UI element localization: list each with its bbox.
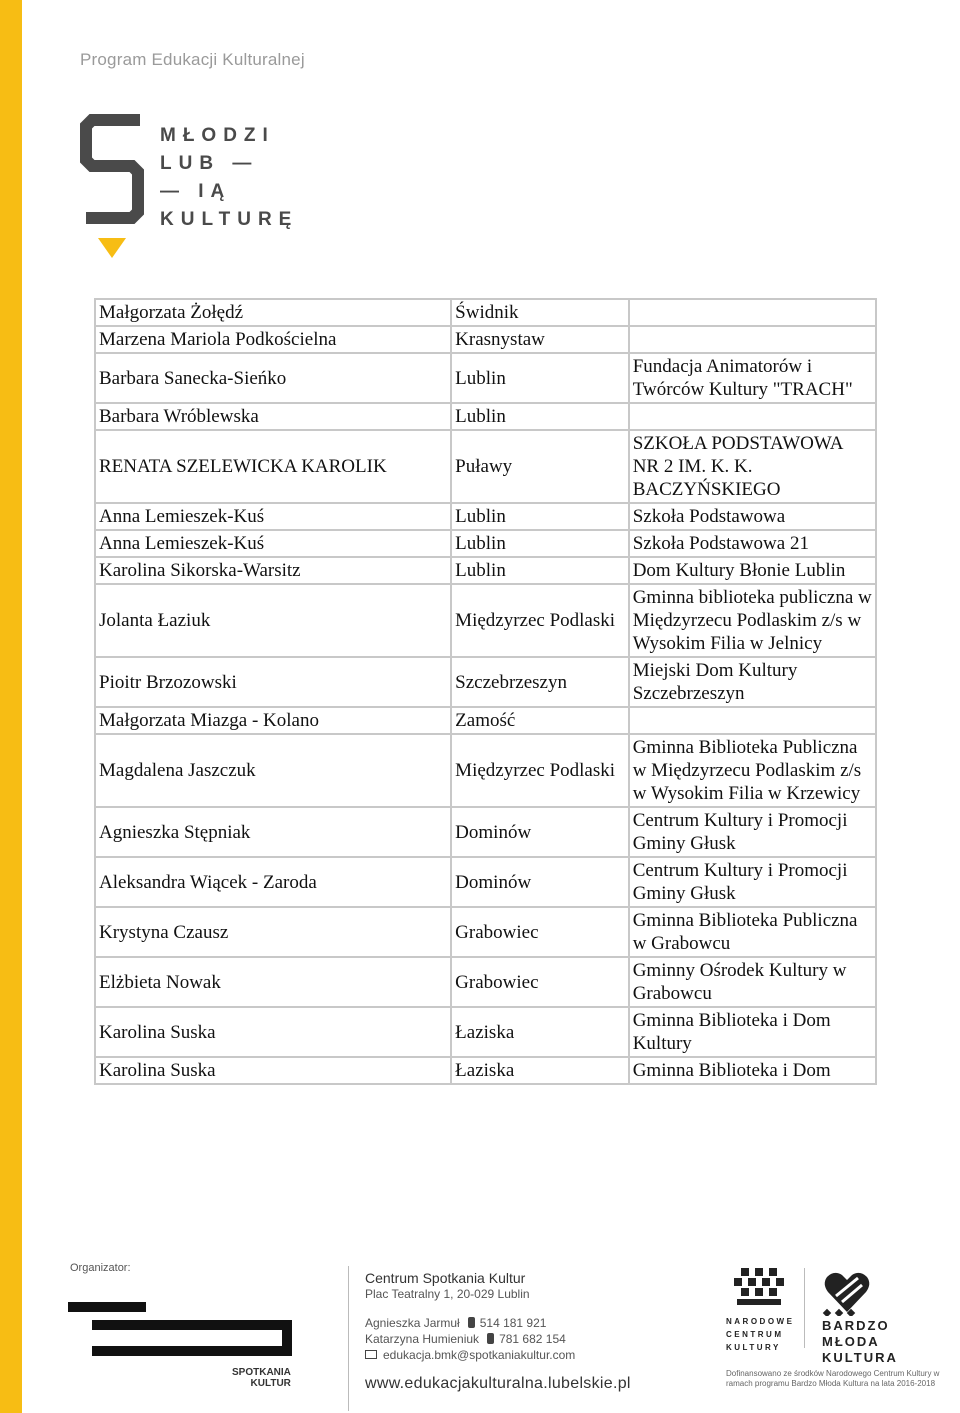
- contacts: [365, 1315, 631, 1363]
- city-cell: Lublin: [451, 353, 629, 403]
- mlodzi-logo-icon: [80, 112, 144, 262]
- table-row: [95, 1057, 876, 1084]
- bmk-logo-line: BARDZO: [822, 1318, 890, 1333]
- city-cell: Grabowiec: [451, 907, 629, 957]
- city-cell: Dominów: [451, 807, 629, 857]
- bmk-heart-icon: [822, 1268, 872, 1316]
- table-row: [95, 530, 876, 557]
- contact-name: Katarzyna Humieniuk: [365, 1332, 480, 1346]
- sk-logo-line: KULTUR: [250, 1378, 291, 1389]
- city-cell: Puławy: [451, 430, 629, 503]
- nck-crown-icon: [727, 1268, 791, 1312]
- table-row: [95, 353, 876, 403]
- participant-name-cell: Małgorzata Miazga - Kolano: [95, 707, 451, 734]
- table-row: [95, 857, 876, 907]
- city-cell: Świdnik: [451, 299, 629, 326]
- city-cell: Zamość: [451, 707, 629, 734]
- institution-cell: Gminna biblioteka publiczna w Międzyrzecu Podlaskim z/s w Wysokim Filia w Jelnicy: [629, 584, 876, 657]
- participant-name-cell: Barbara Wróblewska: [95, 403, 451, 430]
- participant-name-cell: Pioitr Brzozowski: [95, 657, 451, 707]
- table-row: [95, 1007, 876, 1057]
- institution-cell: Centrum Kultury i Promocji Gminy Głusk: [629, 857, 876, 907]
- table-row: [95, 807, 876, 857]
- city-cell: Międzyrzec Podlaski: [451, 584, 629, 657]
- institution-cell: Gminna Biblioteka Publiczna w Grabowcu: [629, 907, 876, 957]
- mlodzi-logo-text: [160, 122, 298, 234]
- institution-cell: Gminna Biblioteka i Dom Kultury: [629, 1007, 876, 1057]
- participant-name-cell: Marzena Mariola Podkościelna: [95, 326, 451, 353]
- contact-phone: 514 181 921: [479, 1316, 547, 1330]
- city-cell: Lublin: [451, 503, 629, 530]
- contact-name: Agnieszka Jarmuł: [365, 1316, 460, 1330]
- org-address: Plac Teatralny 1, 20-029 Lublin: [365, 1287, 530, 1301]
- table-row: [95, 734, 876, 807]
- institution-cell: [629, 326, 876, 353]
- logo-line: MŁODZI: [160, 125, 275, 146]
- table-row: [95, 907, 876, 957]
- table-row: [95, 430, 876, 503]
- participant-name-cell: RENATA SZELEWICKA KAROLIK: [95, 430, 451, 503]
- city-cell: Lublin: [451, 403, 629, 430]
- sk-logo-line: SPOTKANIA: [232, 1367, 291, 1378]
- contact-row: [365, 1315, 631, 1331]
- institution-cell: Miejski Dom Kultury Szczebrzeszyn: [629, 657, 876, 707]
- participant-name-cell: Elżbieta Nowak: [95, 957, 451, 1007]
- table-row: [95, 584, 876, 657]
- phone-icon: [468, 1317, 475, 1328]
- footer-divider: [348, 1266, 349, 1411]
- city-cell: Lublin: [451, 530, 629, 557]
- spotkania-kultur-logo-text: [232, 1367, 291, 1389]
- institution-cell: Fundacja Animatorów i Twórców Kultury "TRACH": [629, 353, 876, 403]
- city-cell: Szczebrzeszyn: [451, 657, 629, 707]
- org-name: Centrum Spotkania Kultur: [365, 1270, 526, 1286]
- city-cell: Dominów: [451, 857, 629, 907]
- participant-name-cell: Anna Lemieszek-Kuś: [95, 503, 451, 530]
- logo-line: — IĄ: [160, 181, 232, 202]
- footer-contact-block: [365, 1270, 631, 1393]
- participant-name-cell: Barbara Sanecka-Sieńko: [95, 353, 451, 403]
- logo-divider: [804, 1268, 805, 1348]
- nck-logo-text: [726, 1315, 794, 1354]
- nck-logo-line: KULTURY: [726, 1343, 781, 1352]
- institution-cell: Gminna Biblioteka Publiczna w Międzyrzecu Podlaskim z/s w Wysokim Filia w Krzewicy: [629, 734, 876, 807]
- city-cell: Grabowiec: [451, 957, 629, 1007]
- participant-name-cell: Agnieszka Stępniak: [95, 807, 451, 857]
- institution-cell: SZKOŁA PODSTAWOWA NR 2 IM. K. K. BACZYŃSKIEGO: [629, 430, 876, 503]
- table-row: [95, 299, 876, 326]
- participant-name-cell: Jolanta Łaziuk: [95, 584, 451, 657]
- table-row: [95, 403, 876, 430]
- participant-name-cell: Magdalena Jaszczuk: [95, 734, 451, 807]
- table-row: [95, 557, 876, 584]
- funding-note: Dofinansowano ze środków Narodowego Centrum Kultury w ramach programu Bardzo Młoda Kultura na lata 2016-2018: [726, 1369, 940, 1388]
- institution-cell: [629, 707, 876, 734]
- city-cell: Międzyrzec Podlaski: [451, 734, 629, 807]
- participant-name-cell: Karolina Suska: [95, 1007, 451, 1057]
- mail-icon: [365, 1350, 377, 1359]
- participant-name-cell: Karolina Sikorska-Warsitz: [95, 557, 451, 584]
- institution-cell: Gminny Ośrodek Kultury w Grabowcu: [629, 957, 876, 1007]
- table-row: [95, 503, 876, 530]
- institution-cell: Centrum Kultury i Promocji Gminy Głusk: [629, 807, 876, 857]
- institution-cell: [629, 299, 876, 326]
- logo-line: LUB —: [160, 153, 259, 174]
- table-row: [95, 657, 876, 707]
- institution-cell: Szkoła Podstawowa 21: [629, 530, 876, 557]
- participant-name-cell: Anna Lemieszek-Kuś: [95, 530, 451, 557]
- participants-table: [94, 298, 877, 1085]
- table-body: [95, 299, 876, 1084]
- phone-icon: [487, 1333, 494, 1344]
- nck-logo-line: CENTRUM: [726, 1330, 784, 1339]
- city-cell: Łaziska: [451, 1057, 629, 1084]
- bmk-logo-line: MŁODA KULTURA: [822, 1334, 898, 1365]
- table-row: [95, 707, 876, 734]
- logo-line: KULTURĘ: [160, 209, 299, 230]
- participant-name-cell: Aleksandra Wiącek - Zaroda: [95, 857, 451, 907]
- city-cell: Lublin: [451, 557, 629, 584]
- city-cell: Łaziska: [451, 1007, 629, 1057]
- table-row: [95, 326, 876, 353]
- city-cell: Krasnystaw: [451, 326, 629, 353]
- participant-name-cell: Krystyna Czausz: [95, 907, 451, 957]
- contact-row: [365, 1331, 631, 1347]
- table-row: [95, 957, 876, 1007]
- contact-phone: 781 682 154: [499, 1332, 566, 1346]
- accent-side-bar: [0, 0, 22, 1413]
- program-title: Program Edukacji Kulturalnej: [80, 50, 305, 69]
- contact-email[interactable]: edukacja.bmk@spotkaniakultur.com: [383, 1348, 576, 1362]
- participant-name-cell: Karolina Suska: [95, 1057, 451, 1084]
- bmk-logo-text: [822, 1318, 960, 1366]
- website-link[interactable]: www.edukacjakulturalna.lubelskie.pl: [365, 1375, 631, 1392]
- institution-cell: [629, 403, 876, 430]
- institution-cell: Szkoła Podstawowa: [629, 503, 876, 530]
- participant-name-cell: Małgorzata Żołędź: [95, 299, 451, 326]
- institution-cell: Gminna Biblioteka i Dom: [629, 1057, 876, 1084]
- nck-logo-line: NARODOWE: [726, 1317, 795, 1326]
- contact-row: [365, 1347, 631, 1363]
- spotkania-kultur-logo-icon: [68, 1300, 298, 1360]
- organizer-label: Organizator:: [70, 1262, 131, 1274]
- institution-cell: Dom Kultury Błonie Lublin: [629, 557, 876, 584]
